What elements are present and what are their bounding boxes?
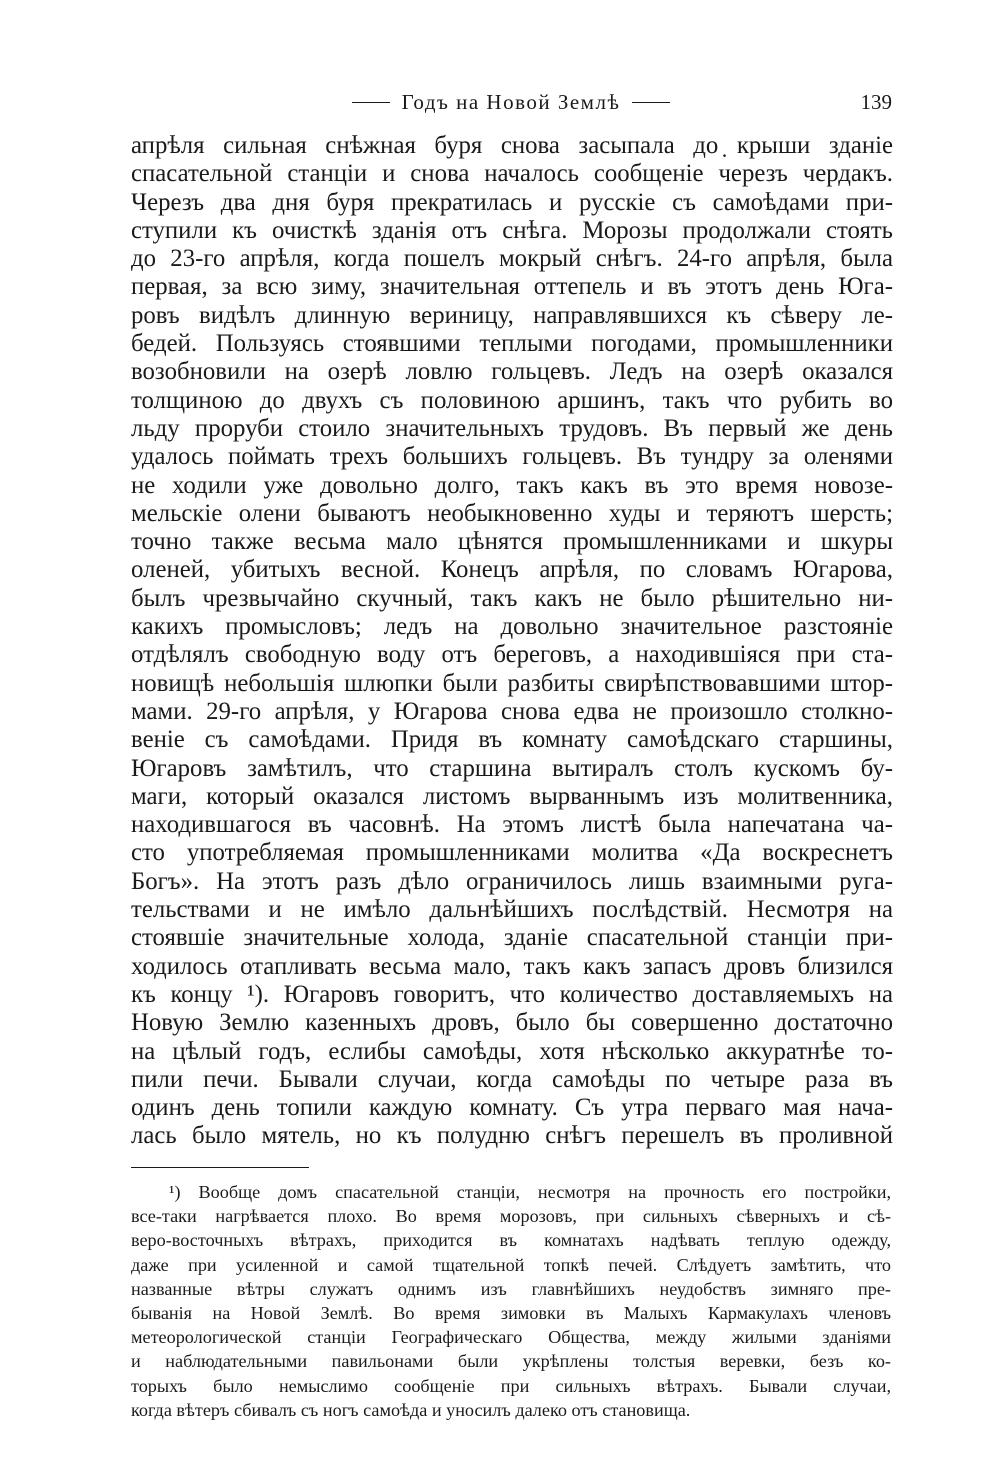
text-line: ровъ видѣлъ длинную вериницу, направлявшихся къ сѣверу ле- [131,301,893,329]
footnote-line: и наблюдательными павильонами были укрѣплены толстыя веревки, безъ ко- [131,1351,891,1372]
text-line: стоявшіе значительные холода, зданіе спасательной станціи при- [131,924,893,952]
text-line: сто употребляемая промышленниками молитва «Да воскреснетъ [131,839,893,867]
text-line: былъ чрезвычайно скучный, такъ какъ не было рѣшительно ни- [131,584,893,612]
text-line: бедей. Пользуясь стоявшими теплыми погодами, промышленники [131,330,893,358]
text-line: Богъ». На этотъ разъ дѣло ограничилось лишь взаимными руга- [131,867,893,895]
footnote [131,1180,891,1422]
text-line: ступили къ очисткѣ зданія отъ снѣга. Морозы продолжали стоять [131,216,893,244]
footnote-line: названные вѣтры служатъ однимъ изъ главнѣйшихъ неудобствъ зимняго пре- [131,1278,891,1299]
text-line: одинъ день топили каждую комнату. Съ утра перваго мая нача- [131,1094,893,1122]
text-line: лась было мятель, но къ полудню снѣгъ перешелъ въ проливной [131,1122,893,1150]
text-line: Новую Землю казенныхъ дровъ, было бы совершенно достаточно [131,1009,893,1037]
text-line: не ходили уже довольно долго, такъ какъ въ это время новозе- [131,471,893,499]
text-line: первая, за всю зиму, значительная оттепель и въ этотъ день Юга- [131,273,893,301]
footnote-line: когда вѣтеръ сбивалъ съ ногъ самоѣда и уносилъ далеко отъ становища. [131,1399,691,1420]
text-line: новищѣ небольшія шлюпки были разбиты свирѣпствовавшими штор- [131,669,893,697]
text-line: веніе съ самоѣдами. Придя въ комнату самоѣдскаго старшины, [131,726,893,754]
text-line: маги, который оказался листомъ вырваннымъ изъ молитвенника, [131,782,893,810]
footnote-separator [131,1167,309,1168]
text-line: пили печи. Бывали случаи, когда самоѣды по четыре раза въ [131,1065,893,1093]
text-line: тельствами и не имѣло дальнѣйшихъ послѣдствій. Несмотря на [131,896,893,924]
footnote-line: даже при усиленной и самой тщательной топкѣ печей. Слѣдуетъ замѣтить, что [131,1254,891,1275]
footnote-line: метеорологической станціи Географическаго Общества, между жилыми зданіями [131,1327,891,1348]
footnote-line: все-таки нагрѣвается плохо. Во время морозовъ, при сильныхъ сѣверныхъ и сѣ- [131,1206,891,1227]
text-line: отдѣлялъ свободную воду отъ береговъ, а находившіяся при ста- [131,641,893,669]
running-head [130,90,892,120]
right-dash-rule [632,102,670,103]
text-line: какихъ промысловъ; ледъ на довольно значительное разстояніе [131,613,893,641]
footnote-line: веро-восточныхъ вѣтрахъ, приходится въ комнатахъ надѣвать теплую одежду, [131,1230,891,1251]
footnote-line: ¹) Вообще домъ спасательной станціи, несмотря на прочность его постройки, [169,1182,891,1202]
text-line: спасательной станціи и снова началось сообщеніе черезъ чердакъ. [131,160,893,188]
text-line: точно также весьма мало цѣнятся промышленниками и шкуры [131,528,893,556]
footnote-line: быванія на Новой Землѣ. Во время зимовки въ Малыхъ Кармакулахъ членовъ [131,1302,891,1323]
text-line: Югаровъ замѣтилъ, что старшина вытиралъ столъ кускомъ бу- [131,754,893,782]
text-line: мами. 29-го апрѣля, у Югарова снова едва не произошло столкно- [131,697,893,725]
text-line: льду проруби стоило значительныхъ трудовъ. Въ первый же день [131,414,893,442]
text-line: удалось поймать трехъ большихъ гольцевъ. Въ тундру за оленями [131,443,893,471]
text-line: Черезъ два дня буря прекратилась и русскіе съ самоѣдами при- [131,188,893,216]
text-line: апрѣля сильная снѣжная буря снова засыпала до ̣крыши зданіе [131,132,893,159]
main-text [131,132,893,1151]
text-line: къ концу ¹). Югаровъ говоритъ, что количество доставляемыхъ на [131,980,893,1008]
footnote-line: торыхъ было немыслимо сообщеніе при сильныхъ вѣтрахъ. Бывали случаи, [131,1375,891,1396]
text-line: до 23-го апрѣля, когда пошелъ мокрый снѣгъ. 24-го апрѣля, была [131,245,893,273]
text-line: оленей, убитыхъ весной. Конецъ апрѣля, по словамъ Югарова, [131,556,893,584]
left-dash-rule [352,102,390,103]
text-line: ходилось отапливать весьма мало, такъ какъ запасъ дровъ близился [131,952,893,980]
text-line: находившагося въ часовнѣ. На этомъ листѣ была напечатана ча- [131,811,893,839]
page-number: 139 [860,90,892,114]
text-line: толщиною до двухъ съ половиною аршинъ, такъ что рубить во [131,386,893,414]
running-title-wrapper [130,90,892,115]
text-line: мельскіе олени бываютъ необыкновенно худы и теряютъ шерсть; [131,499,893,527]
running-title: Годъ на Новой Землѣ [401,90,621,114]
text-line: возобновили на озерѣ ловлю гольцевъ. Ледъ на озерѣ оказался [131,358,893,386]
text-line: на цѣлый годъ, еслибы самоѣды, хотя нѣсколько аккуратнѣе то- [131,1037,893,1065]
